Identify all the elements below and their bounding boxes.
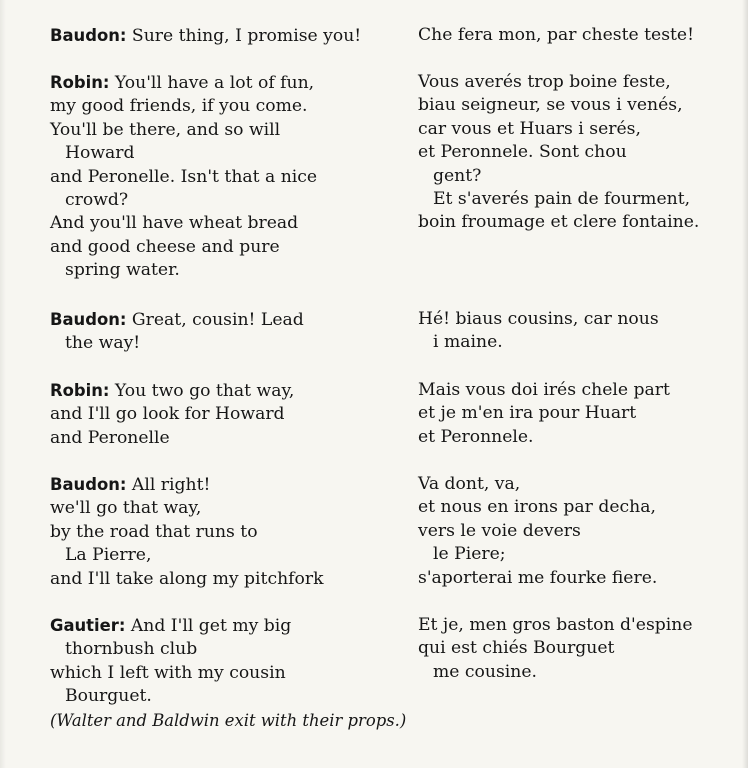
speech-text: And I'll get my big [125, 616, 292, 636]
speech-baudon-3 [50, 473, 400, 591]
speaker-name: Robin: [50, 381, 110, 400]
verse-line: Et je, men gros baston d'espine [418, 615, 693, 635]
speech-line: which I left with my cousin [50, 662, 286, 683]
speech-baudon-2 [50, 308, 400, 356]
verse-block-2 [418, 71, 738, 235]
verse-block-3 [418, 308, 738, 355]
verse-line: et Peronnele. [418, 426, 534, 447]
speech-line: crowd? [65, 190, 129, 211]
verse-line: Che fera mon, par cheste teste! [418, 25, 694, 45]
speech-line: and I'll take along my pitchfork [50, 568, 324, 589]
speaker-name: Baudon: [50, 310, 127, 329]
verse-line: qui est chiés Bourguet [418, 638, 615, 659]
verse-line: s'aporterai me fourke fiere. [418, 567, 658, 588]
speech-line: spring water. [65, 260, 180, 281]
speech-text: All right! [126, 475, 211, 495]
speech-line: and Peronelle. Isn't that a nice [50, 166, 318, 187]
speech-line: Bourguet. [65, 686, 152, 707]
speech-line: and I'll go look for Howard [50, 404, 285, 425]
verse-line: et Peronnele. Sont chou [418, 142, 627, 163]
speech-line: and good cheese and pure [50, 236, 280, 257]
speaker-name: Baudon: [50, 26, 127, 45]
speech-robin-1 [50, 71, 400, 283]
verse-block-6 [418, 614, 738, 684]
speech-line: You'll be there, and so will [50, 119, 281, 140]
speech-text: Great, cousin! Lead [126, 310, 304, 330]
speech-robin-2 [50, 379, 400, 450]
verse-block-4 [418, 379, 738, 449]
verse-block-1 [418, 24, 738, 47]
speech-line: And you'll have wheat bread [50, 213, 299, 234]
speech-line: we'll go that way, [50, 498, 202, 519]
speech-text: You two go that way, [109, 381, 295, 401]
speech-line: Howard [65, 143, 135, 164]
speech-text: You'll have a lot of fun, [109, 73, 315, 93]
verse-line: Hé! biaus cousins, car nous [418, 309, 659, 329]
speaker-name: Robin: [50, 73, 110, 92]
verse-block-5 [418, 473, 738, 590]
speech-line: and Peronelle [50, 427, 170, 448]
speech-line: thornbush club [65, 639, 198, 660]
speaker-name: Gautier: [50, 616, 126, 635]
verse-line: me cousine. [433, 661, 537, 682]
verse-line: Vous averés trop boine feste, [418, 72, 671, 92]
verse-line: biau seigneur, se vous i venés, [418, 95, 683, 116]
page-edge-shadow-left [0, 0, 6, 768]
verse-line: Mais vous doi irés chele part [418, 380, 670, 400]
speech-line: my good friends, if you come. [50, 96, 308, 117]
verse-line: et nous en irons par decha, [418, 497, 656, 518]
speech-baudon-1 [50, 24, 400, 48]
verse-line: Et s'averés pain de fourment, [433, 189, 691, 210]
stage-direction-text: (Walter and Baldwin exit with their props.) [50, 711, 407, 730]
verse-line: gent? [433, 165, 482, 186]
verse-line: Va dont, va, [418, 474, 521, 494]
stage-direction [50, 709, 407, 732]
verse-line: le Piere; [433, 544, 506, 565]
verse-line: car vous et Huars i serés, [418, 118, 641, 139]
speech-line: the way! [65, 333, 141, 354]
speech-line: La Pierre, [65, 545, 152, 566]
verse-line: et je m'en ira pour Huart [418, 403, 637, 424]
verse-line: vers le voie devers [418, 520, 581, 541]
speech-line: by the road that runs to [50, 521, 258, 542]
page-edge-shadow-right [742, 0, 748, 768]
speech-gautier-1 [50, 614, 400, 709]
verse-line: i maine. [433, 332, 503, 353]
verse-line: boin froumage et clere fontaine. [418, 212, 700, 233]
speaker-name: Baudon: [50, 475, 127, 494]
speech-text: Sure thing, I promise you! [126, 26, 362, 46]
